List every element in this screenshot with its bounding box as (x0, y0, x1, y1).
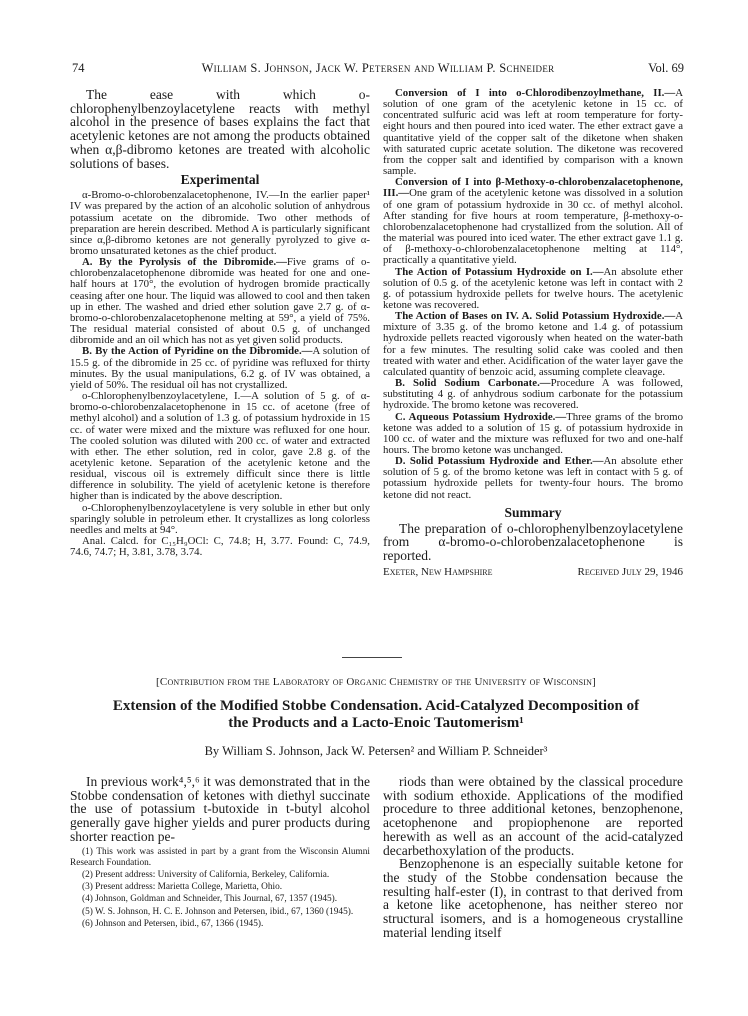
left-column (70, 88, 370, 558)
signature-place: Exeter, New Hampshire (383, 565, 493, 578)
footnote: (6) Johnson and Petersen, ibid., 67, 1366 (1945). (82, 918, 264, 929)
article-right-column (383, 775, 683, 939)
article-title-line: the Products and a Lacto-Enoic Tautomerism¹ (228, 715, 524, 731)
right-column (383, 88, 683, 579)
procedure-lead: B. Solid Sodium Carbonate.— (395, 377, 551, 390)
article-paragraph: riods than were obtained by the classical procedure with sodium ethoxide. Applications of the modified procedure to three additional ketones, benzophenone, acetophenone and propiophenone are reported herewith as well as an account of the acid-catalyzed decarbethoxylation of the products. (383, 774, 683, 858)
procedure-lead: The Action of Potassium Hydroxide on I.— (395, 265, 604, 278)
contribution-line: [Contribution from the Laboratory of Organic Chemistry of the University of Wisconsin] (156, 676, 596, 688)
procedure-paragraph (383, 267, 683, 312)
article-left-column (70, 775, 370, 930)
procedure-text: A solution of one gram of the acetylenic ketone in 15 cc. of concentrated sulfuric acid was left at room temperature for forty-eight hours and then poured into iced water. The ether extract gave a quantitative yield of the copper salt of the diketone when shaken with saturated cupric acetate solution. The diketone was recovered from the copper salt and identified by comparison with a known sample. (383, 87, 683, 178)
procedure-text: One gram of the acetylenic ketone was dissolved in a solution of one gram of potassium hydroxide in 30 cc. of methyl alcohol. After standing for five hours at room temperature, β-methoxy-o-chlorobenzalacetophenone had crystallized from the solution. All of the material was poured into iced water. The ether extract gave 1.1 g. of β-methoxy-o-chlorobenzalacetophenone melting at 114°, practically a quantitative yield. (383, 187, 683, 267)
procedure-paragraph (383, 88, 683, 177)
property-paragraph: o-Chlorophenylbenzoylacetylene is very soluble in ether but only sparingly soluble in petroleum ether. It crystallizes as long colorless needles and melts at 94°. (70, 501, 370, 536)
footnote: (2) Present address: University of California, Berkeley, California. (82, 869, 330, 880)
procedure-lead: D. Solid Potassium Hydroxide and Ether.— (395, 455, 604, 468)
summary-heading: Summary (504, 504, 562, 520)
received-date: Received July 29, 1946 (577, 565, 683, 578)
experimental-heading: Experimental (180, 172, 260, 188)
article-paragraph: In previous work⁴,⁵,⁶ it was demonstrated that in the Stobbe condensation of ketones with diethyl succinate the use of potassium t-butoxide in t-butyl alcohol generally gave higher yields and purer products during shorter reaction pe- (70, 774, 370, 844)
procedure-text: Procedure A was followed, substituting 4 g. of anhydrous sodium carbonate for the potassium hydroxide. The bromo ketone was recovered. (383, 377, 683, 412)
procedure-text: An absolute ether solution of 0.5 g. of the acetylenic ketone was left in contact with 2 g. of potassium hydroxide pellets for twelve hours. The acetylenic ketone was recovered. (383, 265, 683, 311)
procedure-text: An absolute ether solution of 5 g. of the bromo ketone was left in contact with 5 g. of potassium hydroxide pellets for twenty-four hours. The bromo ketone did not react. (383, 455, 683, 501)
article-title-line: Extension of the Modified Stobbe Condensation. Acid-Catalyzed Decomposition of (112, 698, 640, 714)
procedure-paragraph (70, 190, 370, 257)
procedure-lead: A. By the Pyrolysis of the Dibromide.— (82, 256, 287, 269)
procedure-paragraph (383, 177, 683, 266)
procedure-paragraph (70, 391, 370, 503)
procedure-lead: Conversion of I into o-Chlorodibenzoylmethane, II.— (395, 87, 676, 99)
running-title: William S. Johnson, Jack W. Petersen and William P. Schneider (201, 61, 555, 75)
footnote: (4) Johnson, Goldman and Schneider, This Journal, 67, 1357 (1945). (82, 894, 338, 905)
analysis-paragraph: Anal. Calcd. for C₁₅H₉OCl: C, 74.8; H, 3.77. Found: C, 74.9, 74.6, 74.7; H, 3.81, 3.78, 3.74. (70, 535, 370, 559)
procedure-lead: α-Bromo-o-chlorobenzalacetophenone, IV.— (82, 189, 280, 202)
summary-paragraph: The preparation of o-chlorophenylbenzoylacetylene from α-bromo-o-chlorobenzalacetophenone is reported. (383, 520, 683, 564)
intro-paragraph: The ease with which o-chlorophenylbenzoylacetylene reacts with methyl alcohol in the presence of bases explains the fact that acetylenic ketones are not among the products obtained when α,β-dibromo ketones are treated with alcoholic solutions of bases. (70, 87, 370, 171)
procedure-text: Three grams of the bromo ketone was added to a solution of 15 g. of potassium hydroxide in 100 cc. of water and the mixture was refluxed for two and one-half hours. The bromo ketone was unchanged. (383, 410, 683, 456)
procedure-lead: B. By the Action of Pyridine on the Dibromide.— (82, 345, 313, 358)
procedure-lead: o-Chlorophenylbenzoylacetylene, I.— (82, 390, 252, 403)
procedure-text: Five grams of o-chlorobenzalacetophenone dibromide was heated for one and one-half hours at 170°, the evolution of hydrogen bromide practically ceasing after one hour. The liquid was allowed to cool and then taken up in ether. The washed and dried ether solution gave 2.7 g. of α-bromo-o-chlorobenzalacetophenone melting at 59°, a yield of 75%. The residual material consisted of about 0.5 g. of unchanged dibromide and an oil which has not as yet given solid products. (70, 256, 370, 347)
volume-label: Vol. 69 (648, 61, 684, 75)
signature-line (383, 565, 683, 579)
procedure-text: A solution of 5 g. of α-bromo-o-chlorobenzalacetophenone in 15 cc. of acetone (free of methyl alcohol) and a solution of 1.3 g. of potassium hydroxide in 15 cc. of water were mixed and the mixture was refluxed for one hour. The cooled solution was diluted with 200 cc. of water and extracted with ether. The ether solution, red in color, gave 2.8 g. of the acetylenic ketone. Separation of the acetylenic ketone and the residual, viscous oil is extremely difficult since there is little difference in solubility. The yield of acetylenic ketone is therefore higher than is indicated by the above description. (70, 390, 370, 503)
footnotes (70, 847, 370, 930)
procedure-text: In the earlier paper¹ IV was prepared by the action of an alcoholic solution of anhydrous potassium acetate on the dibromide. Two other methods of preparation are herein described. Method A is particularly significant since α,β-dibromo ketones are not generally pyrolyzed to give α-bromo unsaturated ketones as the chief product. (70, 189, 370, 257)
footnote: (5) W. S. Johnson, H. C. E. Johnson and Petersen, ibid., 67, 1360 (1945). (82, 906, 354, 917)
article-paragraph: Benzophenone is an especially suitable ketone for the study of the Stobbe condensation because the resulting half-ester (I), in contrast to that derived from a ketone like acetophenone, has neither stereo nor structural isomers, and is a homogeneous crystalline material lending itself (383, 856, 683, 940)
procedure-text: A mixture of 3.35 g. of the bromo ketone and 1.4 g. of potassium hydroxide pellets reacted vigorously when heated on the water-bath for a few minutes. The resulting solid cake was cooled and then treated with water and ether. Acidification of the water layer gave the calculated quantity of benzoic acid, assuming complete cleavage. (383, 310, 683, 378)
procedure-paragraph (70, 346, 370, 391)
procedure-lead: C. Aqueous Potassium Hydroxide.— (395, 410, 567, 423)
procedure-paragraph (383, 378, 683, 411)
procedure-paragraph (70, 257, 370, 346)
procedure-paragraph (383, 456, 683, 501)
section-divider (342, 657, 402, 658)
author-byline: By William S. Johnson, Jack W. Petersen² and William P. Schneider³ (204, 744, 548, 758)
running-header (72, 61, 684, 77)
procedure-lead: The Action of Bases on IV. A. Solid Potassium Hydroxide.— (395, 310, 676, 323)
procedure-paragraph (383, 311, 683, 378)
procedure-paragraph (383, 412, 683, 457)
footnote: (3) Present address: Marietta College, Marietta, Ohio. (82, 882, 283, 893)
article-title (60, 698, 692, 732)
footnote: (1) This work was assisted in part by a grant from the Wisconsin Alumni Research Foundation. (70, 846, 370, 868)
procedure-lead: Conversion of I into β-Methoxy-o-chlorobenzalacetophenone, III.— (383, 176, 683, 200)
procedure-text: A solution of 15.5 g. of the dibromide in 25 cc. of pyridine was refluxed for thirty minutes. By the usual manipulations, 6.2 g. of IV was obtained, a yield of 50%. The residual oil has not crystallized. (70, 345, 370, 391)
page-number: 74 (72, 61, 85, 75)
